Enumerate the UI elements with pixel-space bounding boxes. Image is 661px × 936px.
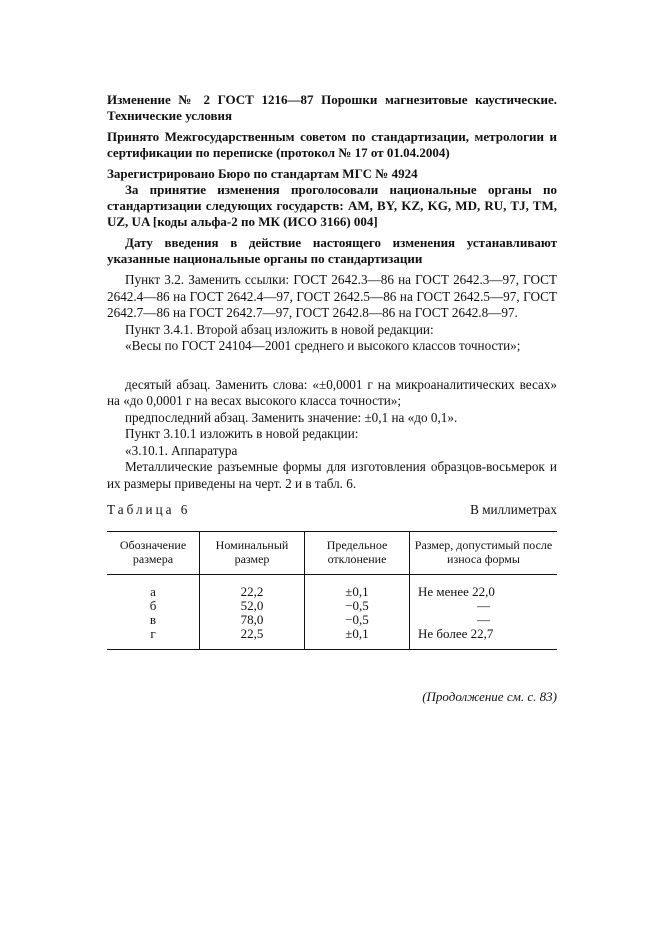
cell-deviation: −0,5 bbox=[305, 599, 410, 613]
cell-designation: в bbox=[149, 611, 157, 627]
table-row bbox=[107, 574, 557, 599]
molds-description: Металлические разъемные формы для изготовления образцов-восьмерок и их размеры приведены на черт. 2 и в табл. 6. bbox=[107, 459, 557, 491]
cell-wear-size: Не более 22,7 bbox=[410, 627, 558, 650]
cell-deviation: ±0,1 bbox=[305, 627, 410, 650]
cell-nominal: 22,2 bbox=[200, 574, 305, 599]
table-header-row bbox=[107, 531, 557, 574]
voting-note: За принятие изменения проголосовали национальные органы по стандартизации следующих государств: AM, BY, KZ, KG, MD, RU, TJ, TM, UZ, UA [коды альфа-2 по МК (ИСО 3166) 004] bbox=[107, 182, 557, 229]
header-wear-size: Размер, допустимый после износа формы bbox=[410, 531, 558, 574]
dimensions-table bbox=[107, 531, 557, 650]
effective-date-note: Дату введения в действие настоящего изменения устанавливают указанные национальные органы по стандартизации bbox=[107, 235, 557, 266]
paragraph-3-2: Пункт 3.2. Заменить ссылки: ГОСТ 2642.3—86 на ГОСТ 2642.3—97, ГОСТ 2642.4—86 на ГОСТ 2642.4—97, ГОСТ 2642.5—86 на ГОСТ 2642.5—97, ГОСТ 2642.7—86 на ГОСТ 2642.7—97, ГОСТ 2642.8—86 на ГОСТ 2642.8—97. bbox=[107, 272, 557, 320]
table-units: В миллиметрах bbox=[470, 502, 557, 517]
header-deviation: Предельное отклонение bbox=[305, 531, 410, 574]
penultimate-paragraph-note: предпоследний абзац. Заменить значение: ±0,1 на «до 0,1». bbox=[125, 409, 458, 425]
cell-wear-size: Не менее 22,0 bbox=[410, 574, 558, 599]
cell-deviation: ±0,1 bbox=[305, 574, 410, 599]
tenth-paragraph-note: десятый абзац. Заменить слова: «±0,0001 г на микроаналитических весах» на «до 0,0001 г на весах высокого класса точности»; bbox=[107, 376, 557, 408]
paragraph-3-10-1: Пункт 3.10.1 изложить в новой редакции: bbox=[125, 426, 359, 441]
cell-designation: б bbox=[149, 597, 157, 613]
header-designation: Обозначение размера bbox=[107, 531, 200, 574]
scales-quote: «Весы по ГОСТ 24104—2001 среднего и высокого классов точности»; bbox=[125, 338, 521, 353]
paragraph-3-4-1: Пункт 3.4.1. Второй абзац изложить в новой редакции: bbox=[125, 321, 434, 337]
amendment-title: Изменение № 2 ГОСТ 1216—87 Порошки магнезитовые каустические. Технические условия bbox=[107, 92, 557, 123]
header-nominal: Номинальный размер bbox=[200, 531, 305, 574]
adoption-note: Принято Межгосударственным советом по стандартизации, метрологии и сертификации по переписке (протокол № 17 от 01.04.2004) bbox=[107, 129, 557, 160]
cell-wear-size: — bbox=[410, 599, 558, 613]
table-caption-row bbox=[107, 502, 557, 519]
table-row bbox=[107, 599, 557, 613]
cell-designation: г bbox=[107, 627, 200, 650]
cell-nominal: 78,0 bbox=[200, 613, 305, 627]
cell-nominal: 52,0 bbox=[200, 599, 305, 613]
table-row bbox=[107, 613, 557, 627]
continuation-note: (Продолжение см. с. 83) bbox=[422, 689, 557, 704]
cell-designation: а bbox=[150, 583, 156, 599]
registration-note: Зарегистрировано Бюро по стандартам МГС № 4924 bbox=[107, 166, 418, 181]
cell-nominal: 22,5 bbox=[200, 627, 305, 650]
cell-deviation: −0,5 bbox=[305, 613, 410, 627]
document-page bbox=[107, 92, 557, 650]
table-row bbox=[107, 627, 557, 650]
table-caption: Таблица 6 bbox=[107, 502, 191, 517]
cell-wear-size: — bbox=[410, 613, 558, 627]
apparatus-heading: «3.10.1. Аппаратура bbox=[125, 442, 238, 458]
